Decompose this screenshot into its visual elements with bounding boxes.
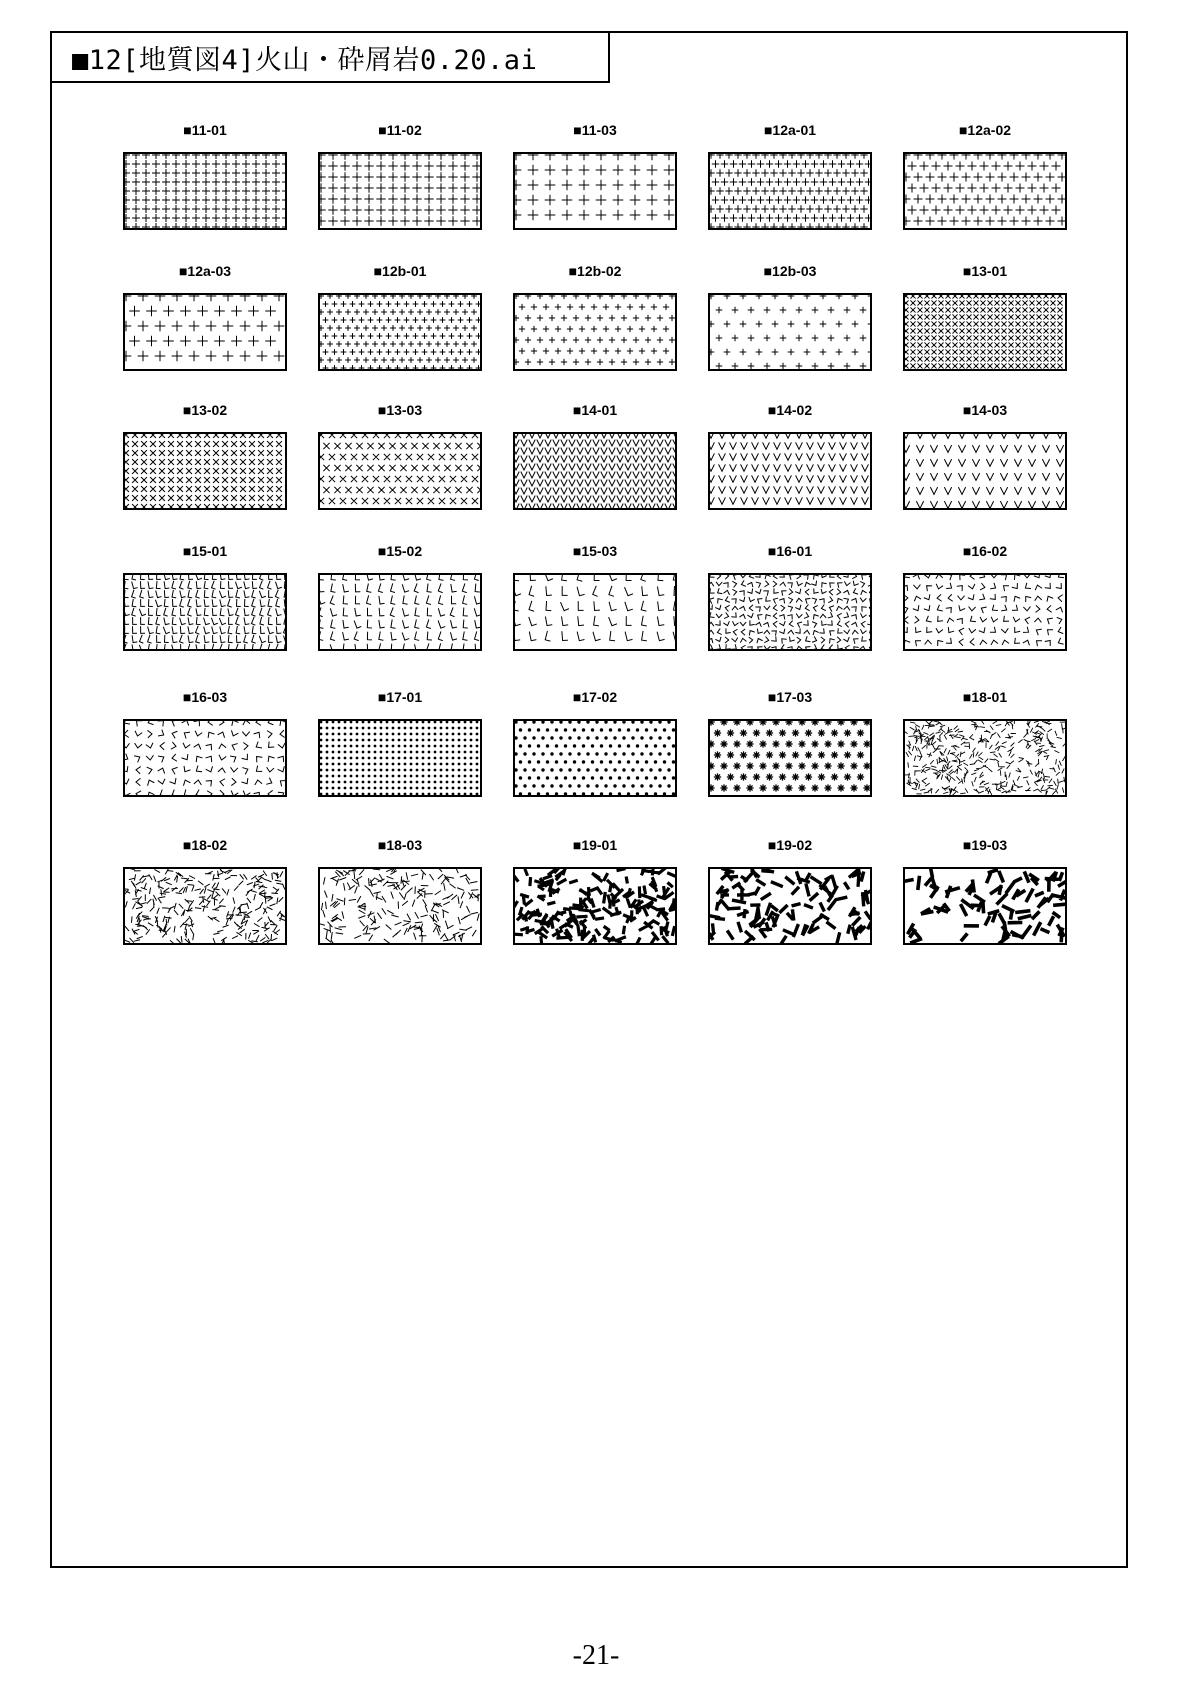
swatch-pattern [513,293,677,371]
pattern-marks [318,867,481,945]
swatch-fill [708,432,868,504]
swatch-fill [318,152,481,225]
swatch-pattern [708,293,872,371]
swatch-fill [320,721,479,796]
swatch-border [904,433,1066,509]
swatch-pattern [123,432,287,510]
swatch-fill [514,720,675,795]
pattern-marks [708,867,872,945]
swatch-label: ■17-01 [377,689,423,705]
pattern-marks [513,432,677,510]
pattern-marks [708,293,872,369]
swatch-fill [124,573,287,651]
swatch-label: ■18-01 [962,689,1008,705]
swatch-label: ■18-02 [182,837,228,853]
swatch-pattern [123,152,287,230]
swatch-border [319,153,481,229]
page-frame [50,31,1128,1568]
pattern-marks [514,720,675,795]
swatch-label: ■12a-03 [178,263,232,279]
swatch-pattern [318,867,482,945]
swatch-pattern [318,432,482,510]
swatch-fill [708,293,872,369]
pattern-marks [318,573,480,651]
swatch-fill [903,868,1067,946]
swatch-label: ■13-02 [182,402,228,418]
swatch-pattern [123,293,287,371]
swatch-fill [319,294,481,371]
swatch-border [904,153,1066,229]
swatch-label: ■12b-01 [373,263,427,279]
swatch-label: ■19-01 [572,837,618,853]
swatch-label: ■13-01 [962,263,1008,279]
swatch-label: ■14-03 [962,402,1008,418]
swatch-fill [513,293,674,364]
swatch-pattern [318,719,482,797]
swatch-fill [318,573,480,651]
swatch-label: ■17-02 [572,689,618,705]
pattern-marks [903,868,1067,946]
swatch-pattern [903,719,1067,797]
swatch-fill [708,152,872,230]
swatch-fill [318,432,482,504]
pattern-marks [123,293,284,361]
document-title: ■12[地質図4]火山・砕屑岩0.20.ai [52,33,610,83]
swatch-fill [123,719,286,797]
pattern-marks [513,867,677,945]
swatch-label: ■12b-02 [568,263,622,279]
pattern-marks [320,721,479,796]
swatch-label: ■18-03 [377,837,423,853]
pattern-marks [903,573,1063,646]
swatch-label: ■12b-03 [763,263,817,279]
pattern-marks [708,152,872,230]
swatch-pattern [318,152,482,230]
swatch-border [514,294,676,370]
swatch-label: ■11-03 [573,122,617,138]
swatch-fill [123,152,287,230]
swatch-label: ■11-02 [378,122,422,138]
swatch-label: ■15-02 [377,543,423,559]
swatch-border [709,294,871,370]
swatch-fill [903,432,1063,508]
pattern-marks [319,294,481,371]
swatch-pattern [708,867,872,945]
pattern-marks [708,719,870,791]
pattern-marks [318,432,482,504]
swatch-pattern [903,867,1067,945]
swatch-fill [708,867,872,945]
swatch-pattern [903,152,1067,230]
swatch-fill [904,294,1062,368]
swatch-pattern [123,719,287,797]
pattern-marks [903,432,1063,508]
swatch-pattern [318,573,482,651]
swatch-label: ■14-02 [767,402,813,418]
swatch-pattern [513,152,677,230]
swatch-fill [513,573,677,641]
swatch-fill [513,867,677,945]
pattern-marks [513,152,674,220]
pattern-marks [904,719,1067,796]
swatch-label: ■19-02 [767,837,813,853]
swatch-label: ■15-01 [182,543,228,559]
pattern-marks [318,152,481,225]
swatch-label: ■19-03 [962,837,1008,853]
pattern-marks [123,868,286,945]
swatch-pattern [513,432,677,510]
pattern-marks [123,432,281,509]
swatch-label: ■12a-02 [958,122,1012,138]
swatch-pattern [123,867,287,945]
swatch-label: ■15-03 [572,543,618,559]
swatch-fill [903,573,1063,646]
swatch-pattern [708,152,872,230]
swatch-fill [708,573,872,651]
swatch-pattern [903,573,1067,651]
page-number: -21- [572,1640,620,1671]
swatch-fill [318,867,481,945]
swatch-label: ■12a-01 [763,122,817,138]
swatch-label: ■14-01 [572,402,618,418]
swatch-label: ■16-03 [182,689,228,705]
swatch-label: ■16-01 [767,543,813,559]
swatch-label: ■17-03 [767,689,813,705]
swatch-label: ■16-02 [962,543,1008,559]
swatch-pattern [708,573,872,651]
swatch-pattern [318,293,482,371]
swatch-pattern [513,867,677,945]
pattern-marks [513,293,674,364]
swatch-pattern [123,573,287,651]
swatch-pattern [903,293,1067,371]
pattern-marks [123,152,287,230]
swatch-pattern [513,719,677,797]
swatch-fill [123,432,281,509]
pattern-marks [708,432,868,504]
swatch-pattern [903,432,1067,510]
pattern-marks [708,573,872,651]
swatch-fill [708,719,870,791]
swatch-fill [123,293,284,361]
pattern-marks [904,294,1062,368]
swatch-pattern [708,719,872,797]
pattern-marks [903,152,1066,225]
swatch-fill [513,152,674,220]
pattern-marks [513,573,677,641]
pattern-marks [124,573,287,651]
swatch-pattern [708,432,872,510]
swatch-fill [513,432,677,510]
swatch-label: ■11-01 [183,122,227,138]
swatch-fill [123,868,286,945]
swatch-pattern [513,573,677,651]
swatch-label: ■13-03 [377,402,423,418]
swatch-fill [904,719,1067,796]
swatch-border [319,868,481,944]
swatch-fill [903,152,1066,225]
pattern-marks [123,719,286,797]
